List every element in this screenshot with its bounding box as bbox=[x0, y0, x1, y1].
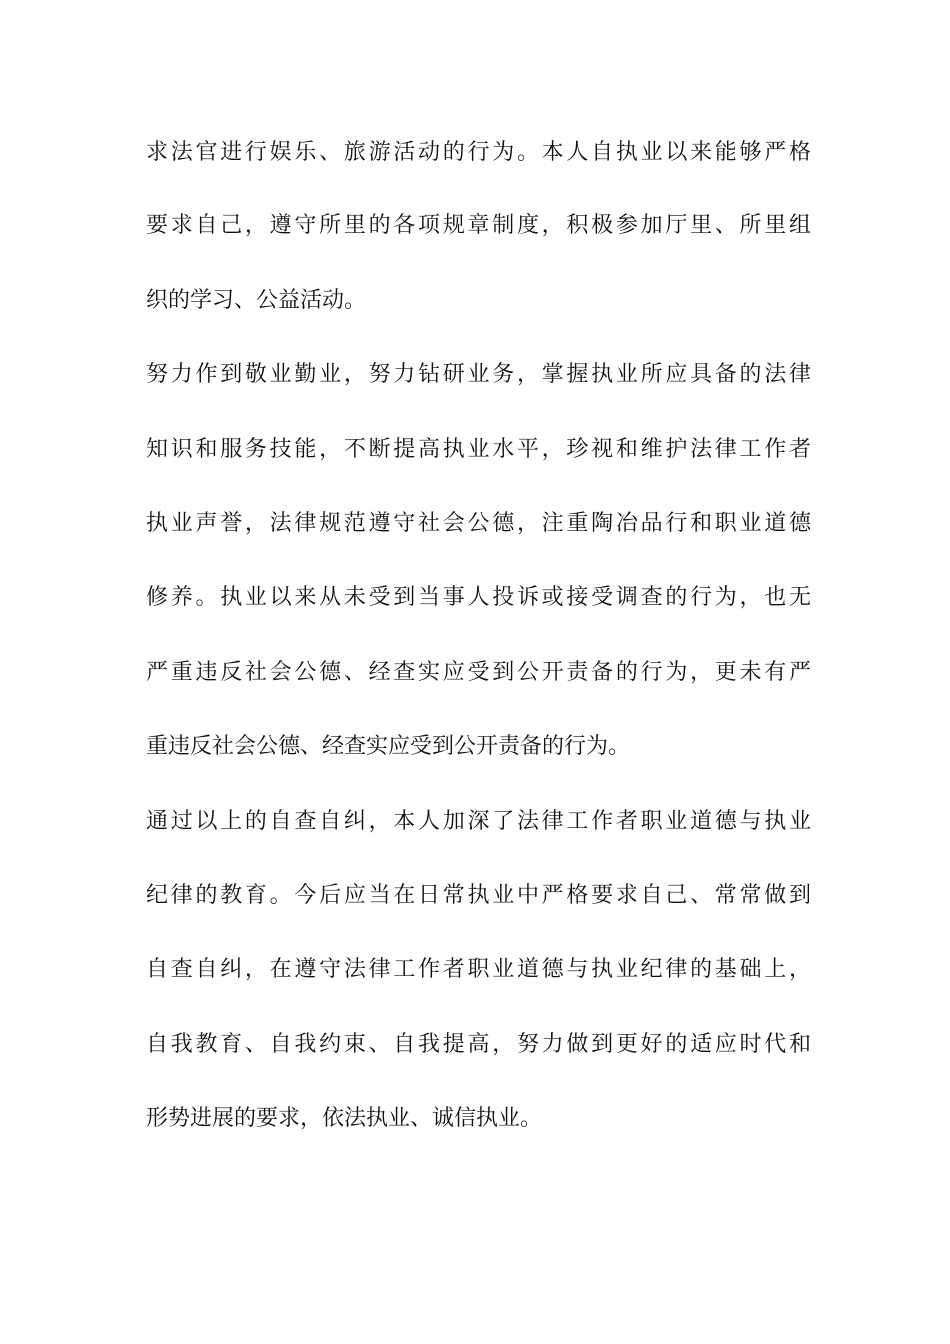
text-line-12: 自查自纠，在遵守法律工作者职业道德与执业纪律的基础上， bbox=[146, 957, 811, 982]
text-line-8: 严重违反社会公德、经查实应受到公开责备的行为，更未有严 bbox=[146, 660, 811, 685]
text-line-13: 自我教育、自我约束、自我提高，努力做到更好的适应时代和 bbox=[146, 1032, 811, 1057]
text-line-11: 纪律的教育。今后应当在日常执业中严格要求自己、常常做到 bbox=[146, 883, 811, 908]
text-line-2: 要求自己，遵守所里的各项规章制度，积极参加厅里、所里组 bbox=[146, 213, 811, 238]
text-line-5: 知识和服务技能，不断提高执业水平，珍视和维护法律工作者 bbox=[146, 437, 811, 462]
text-line-3: 织的学习、公益活动。 bbox=[146, 288, 367, 313]
text-line-14: 形势进展的要求，依法执业、诚信执业。 bbox=[146, 1106, 543, 1131]
text-line-4: 努力作到敬业勤业，努力钻研业务，掌握执业所应具备的法律 bbox=[146, 362, 811, 387]
text-line-6: 执业声誉，法律规范遵守社会公德，注重陶冶品行和职业道德 bbox=[146, 511, 811, 536]
text-line-7: 修养。执业以来从未受到当事人投诉或接受调查的行为，也无 bbox=[146, 585, 811, 610]
text-line-1: 求法官进行娱乐、旅游活动的行为。本人自执业以来能够严格 bbox=[146, 140, 811, 165]
text-line-10: 通过以上的自查自纠，本人加深了法律工作者职业道德与执业 bbox=[146, 809, 811, 834]
text-line-9: 重违反社会公德、经查实应受到公开责备的行为。 bbox=[146, 734, 631, 759]
